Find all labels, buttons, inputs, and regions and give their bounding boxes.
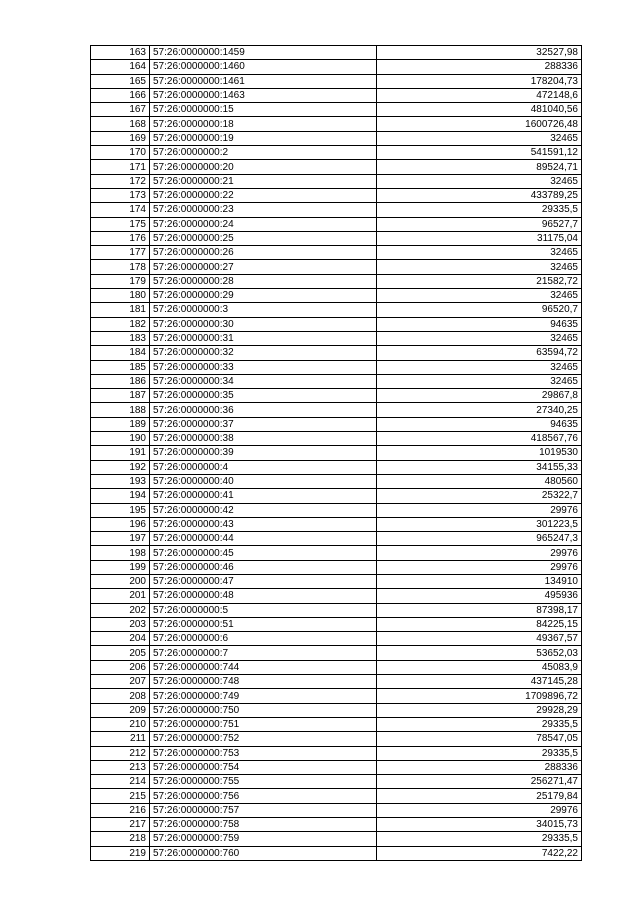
cadastral-number-cell: 57:26:0000000:756 — [150, 789, 377, 803]
table-row — [91, 403, 582, 417]
table-row — [91, 489, 582, 503]
table-row — [91, 517, 582, 531]
value-cell: 29928,29 — [377, 703, 582, 717]
cadastral-number-cell: 57:26:0000000:6 — [150, 632, 377, 646]
value-cell: 418567,76 — [377, 432, 582, 446]
cadastral-number-cell: 57:26:0000000:748 — [150, 675, 377, 689]
value-cell: 437145,28 — [377, 675, 582, 689]
table-row — [91, 746, 582, 760]
cadastral-number-cell: 57:26:0000000:19 — [150, 131, 377, 145]
table-row — [91, 703, 582, 717]
table-row — [91, 818, 582, 832]
row-number-cell: 215 — [91, 789, 150, 803]
table-row — [91, 246, 582, 260]
value-cell: 29976 — [377, 803, 582, 817]
value-cell: 178204,73 — [377, 74, 582, 88]
row-number-cell: 183 — [91, 331, 150, 345]
table-row — [91, 131, 582, 145]
table-row — [91, 675, 582, 689]
value-cell: 7422,22 — [377, 846, 582, 860]
row-number-cell: 192 — [91, 460, 150, 474]
value-cell: 32465 — [377, 374, 582, 388]
value-cell: 481040,56 — [377, 103, 582, 117]
value-cell: 32527,98 — [377, 46, 582, 60]
table-row — [91, 231, 582, 245]
cadastral-number-cell: 57:26:0000000:759 — [150, 832, 377, 846]
value-cell: 288336 — [377, 60, 582, 74]
table-row — [91, 217, 582, 231]
table-row — [91, 317, 582, 331]
row-number-cell: 216 — [91, 803, 150, 817]
table-row — [91, 503, 582, 517]
cadastral-number-cell: 57:26:0000000:2 — [150, 146, 377, 160]
row-number-cell: 201 — [91, 589, 150, 603]
table-row — [91, 146, 582, 160]
row-number-cell: 219 — [91, 846, 150, 860]
cadastral-number-cell: 57:26:0000000:39 — [150, 446, 377, 460]
row-number-cell: 164 — [91, 60, 150, 74]
value-cell: 29335,5 — [377, 203, 582, 217]
cadastral-number-cell: 57:26:0000000:20 — [150, 160, 377, 174]
value-cell: 96520,7 — [377, 303, 582, 317]
value-cell: 31175,04 — [377, 231, 582, 245]
table-row — [91, 160, 582, 174]
cadastral-number-cell: 57:26:0000000:26 — [150, 246, 377, 260]
row-number-cell: 181 — [91, 303, 150, 317]
table-row — [91, 689, 582, 703]
cadastral-number-cell: 57:26:0000000:47 — [150, 574, 377, 588]
table-row — [91, 646, 582, 660]
row-number-cell: 217 — [91, 818, 150, 832]
cadastral-number-cell: 57:26:0000000:43 — [150, 517, 377, 531]
row-number-cell: 196 — [91, 517, 150, 531]
value-cell: 495936 — [377, 589, 582, 603]
cadastral-number-cell: 57:26:0000000:752 — [150, 732, 377, 746]
cadastral-number-cell: 57:26:0000000:27 — [150, 260, 377, 274]
cadastral-number-cell: 57:26:0000000:41 — [150, 489, 377, 503]
row-number-cell: 166 — [91, 88, 150, 102]
table-row — [91, 660, 582, 674]
table-row — [91, 760, 582, 774]
value-cell: 32465 — [377, 174, 582, 188]
table-row — [91, 603, 582, 617]
table-row — [91, 589, 582, 603]
value-cell: 472148,6 — [377, 88, 582, 102]
cadastral-number-cell: 57:26:0000000:32 — [150, 346, 377, 360]
cadastral-number-cell: 57:26:0000000:28 — [150, 274, 377, 288]
row-number-cell: 169 — [91, 131, 150, 145]
cadastral-number-cell: 57:26:0000000:44 — [150, 532, 377, 546]
value-cell: 29335,5 — [377, 832, 582, 846]
value-cell: 29335,5 — [377, 746, 582, 760]
value-cell: 96527,7 — [377, 217, 582, 231]
row-number-cell: 198 — [91, 546, 150, 560]
row-number-cell: 171 — [91, 160, 150, 174]
row-number-cell: 172 — [91, 174, 150, 188]
row-number-cell: 177 — [91, 246, 150, 260]
value-cell: 32465 — [377, 289, 582, 303]
registry-table — [90, 45, 582, 861]
table-row — [91, 574, 582, 588]
row-number-cell: 212 — [91, 746, 150, 760]
value-cell: 301223,5 — [377, 517, 582, 531]
row-number-cell: 195 — [91, 503, 150, 517]
row-number-cell: 165 — [91, 74, 150, 88]
value-cell: 29976 — [377, 546, 582, 560]
value-cell: 541591,12 — [377, 146, 582, 160]
table-row — [91, 446, 582, 460]
table-row — [91, 374, 582, 388]
row-number-cell: 163 — [91, 46, 150, 60]
cadastral-number-cell: 57:26:0000000:751 — [150, 717, 377, 731]
cadastral-number-cell: 57:26:0000000:48 — [150, 589, 377, 603]
value-cell: 32465 — [377, 260, 582, 274]
cadastral-number-cell: 57:26:0000000:753 — [150, 746, 377, 760]
value-cell: 49367,57 — [377, 632, 582, 646]
cadastral-number-cell: 57:26:0000000:22 — [150, 188, 377, 202]
cadastral-number-cell: 57:26:0000000:3 — [150, 303, 377, 317]
cadastral-number-cell: 57:26:0000000:25 — [150, 231, 377, 245]
cadastral-number-cell: 57:26:0000000:29 — [150, 289, 377, 303]
value-cell: 78547,05 — [377, 732, 582, 746]
cadastral-number-cell: 57:26:0000000:7 — [150, 646, 377, 660]
cadastral-number-cell: 57:26:0000000:30 — [150, 317, 377, 331]
row-number-cell: 206 — [91, 660, 150, 674]
row-number-cell: 167 — [91, 103, 150, 117]
table-row — [91, 331, 582, 345]
row-number-cell: 208 — [91, 689, 150, 703]
value-cell: 34015,73 — [377, 818, 582, 832]
value-cell: 256271,47 — [377, 775, 582, 789]
table-row — [91, 103, 582, 117]
table-row — [91, 60, 582, 74]
table-row — [91, 532, 582, 546]
value-cell: 134910 — [377, 574, 582, 588]
table-row — [91, 289, 582, 303]
table-row — [91, 632, 582, 646]
row-number-cell: 194 — [91, 489, 150, 503]
table-row — [91, 260, 582, 274]
cadastral-number-cell: 57:26:0000000:18 — [150, 117, 377, 131]
row-number-cell: 205 — [91, 646, 150, 660]
value-cell: 32465 — [377, 246, 582, 260]
cadastral-number-cell: 57:26:0000000:15 — [150, 103, 377, 117]
row-number-cell: 199 — [91, 560, 150, 574]
row-number-cell: 173 — [91, 188, 150, 202]
row-number-cell: 200 — [91, 574, 150, 588]
row-number-cell: 210 — [91, 717, 150, 731]
table-row — [91, 560, 582, 574]
row-number-cell: 209 — [91, 703, 150, 717]
table-row — [91, 617, 582, 631]
cadastral-number-cell: 57:26:0000000:760 — [150, 846, 377, 860]
cadastral-number-cell: 57:26:0000000:1461 — [150, 74, 377, 88]
value-cell: 87398,17 — [377, 603, 582, 617]
value-cell: 480560 — [377, 474, 582, 488]
cadastral-number-cell: 57:26:0000000:750 — [150, 703, 377, 717]
table-row — [91, 203, 582, 217]
row-number-cell: 218 — [91, 832, 150, 846]
value-cell: 89524,71 — [377, 160, 582, 174]
row-number-cell: 211 — [91, 732, 150, 746]
row-number-cell: 193 — [91, 474, 150, 488]
value-cell: 94635 — [377, 317, 582, 331]
row-number-cell: 168 — [91, 117, 150, 131]
table-row — [91, 74, 582, 88]
row-number-cell: 170 — [91, 146, 150, 160]
cadastral-number-cell: 57:26:0000000:21 — [150, 174, 377, 188]
cadastral-number-cell: 57:26:0000000:754 — [150, 760, 377, 774]
row-number-cell: 213 — [91, 760, 150, 774]
value-cell: 25179,84 — [377, 789, 582, 803]
value-cell: 32465 — [377, 360, 582, 374]
table-row — [91, 460, 582, 474]
table-row — [91, 474, 582, 488]
value-cell: 63594,72 — [377, 346, 582, 360]
row-number-cell: 174 — [91, 203, 150, 217]
value-cell: 29976 — [377, 560, 582, 574]
table-row — [91, 846, 582, 860]
row-number-cell: 214 — [91, 775, 150, 789]
cadastral-number-cell: 57:26:0000000:51 — [150, 617, 377, 631]
table-row — [91, 117, 582, 131]
cadastral-number-cell: 57:26:0000000:35 — [150, 389, 377, 403]
cadastral-number-cell: 57:26:0000000:755 — [150, 775, 377, 789]
cadastral-number-cell: 57:26:0000000:4 — [150, 460, 377, 474]
cadastral-number-cell: 57:26:0000000:40 — [150, 474, 377, 488]
table-row — [91, 88, 582, 102]
value-cell: 21582,72 — [377, 274, 582, 288]
row-number-cell: 178 — [91, 260, 150, 274]
row-number-cell: 176 — [91, 231, 150, 245]
table-row — [91, 717, 582, 731]
value-cell: 288336 — [377, 760, 582, 774]
value-cell: 433789,25 — [377, 188, 582, 202]
value-cell: 29976 — [377, 503, 582, 517]
cadastral-number-cell: 57:26:0000000:744 — [150, 660, 377, 674]
row-number-cell: 184 — [91, 346, 150, 360]
value-cell: 32465 — [377, 131, 582, 145]
value-cell: 25322,7 — [377, 489, 582, 503]
cadastral-number-cell: 57:26:0000000:36 — [150, 403, 377, 417]
cadastral-number-cell: 57:26:0000000:758 — [150, 818, 377, 832]
table-row — [91, 188, 582, 202]
table-row — [91, 832, 582, 846]
row-number-cell: 188 — [91, 403, 150, 417]
cadastral-number-cell: 57:26:0000000:1463 — [150, 88, 377, 102]
value-cell: 1019530 — [377, 446, 582, 460]
cadastral-number-cell: 57:26:0000000:45 — [150, 546, 377, 560]
table-row — [91, 360, 582, 374]
table-row — [91, 417, 582, 431]
value-cell: 84225,15 — [377, 617, 582, 631]
cadastral-number-cell: 57:26:0000000:749 — [150, 689, 377, 703]
table-row — [91, 46, 582, 60]
table-row — [91, 803, 582, 817]
row-number-cell: 189 — [91, 417, 150, 431]
row-number-cell: 197 — [91, 532, 150, 546]
cadastral-number-cell: 57:26:0000000:31 — [150, 331, 377, 345]
table-row — [91, 432, 582, 446]
value-cell: 1709896,72 — [377, 689, 582, 703]
row-number-cell: 185 — [91, 360, 150, 374]
cadastral-number-cell: 57:26:0000000:24 — [150, 217, 377, 231]
table-row — [91, 789, 582, 803]
row-number-cell: 180 — [91, 289, 150, 303]
cadastral-number-cell: 57:26:0000000:38 — [150, 432, 377, 446]
row-number-cell: 187 — [91, 389, 150, 403]
table-row — [91, 274, 582, 288]
cadastral-number-cell: 57:26:0000000:757 — [150, 803, 377, 817]
value-cell: 29335,5 — [377, 717, 582, 731]
row-number-cell: 202 — [91, 603, 150, 617]
value-cell: 29867,8 — [377, 389, 582, 403]
cadastral-number-cell: 57:26:0000000:5 — [150, 603, 377, 617]
row-number-cell: 179 — [91, 274, 150, 288]
table-row — [91, 546, 582, 560]
cadastral-number-cell: 57:26:0000000:37 — [150, 417, 377, 431]
row-number-cell: 207 — [91, 675, 150, 689]
cadastral-number-cell: 57:26:0000000:33 — [150, 360, 377, 374]
row-number-cell: 186 — [91, 374, 150, 388]
value-cell: 45083,9 — [377, 660, 582, 674]
table-row — [91, 389, 582, 403]
value-cell: 965247,3 — [377, 532, 582, 546]
cadastral-number-cell: 57:26:0000000:1460 — [150, 60, 377, 74]
value-cell: 94635 — [377, 417, 582, 431]
row-number-cell: 190 — [91, 432, 150, 446]
cadastral-number-cell: 57:26:0000000:46 — [150, 560, 377, 574]
value-cell: 53652,03 — [377, 646, 582, 660]
cadastral-number-cell: 57:26:0000000:42 — [150, 503, 377, 517]
cadastral-number-cell: 57:26:0000000:34 — [150, 374, 377, 388]
table-row — [91, 346, 582, 360]
value-cell: 1600726,48 — [377, 117, 582, 131]
cadastral-number-cell: 57:26:0000000:23 — [150, 203, 377, 217]
row-number-cell: 191 — [91, 446, 150, 460]
row-number-cell: 175 — [91, 217, 150, 231]
cadastral-number-cell: 57:26:0000000:1459 — [150, 46, 377, 60]
table-row — [91, 174, 582, 188]
table-row — [91, 732, 582, 746]
value-cell: 32465 — [377, 331, 582, 345]
row-number-cell: 204 — [91, 632, 150, 646]
row-number-cell: 182 — [91, 317, 150, 331]
row-number-cell: 203 — [91, 617, 150, 631]
table-row — [91, 775, 582, 789]
registry-table-body — [91, 46, 582, 861]
value-cell: 27340,25 — [377, 403, 582, 417]
table-row — [91, 303, 582, 317]
value-cell: 34155,33 — [377, 460, 582, 474]
